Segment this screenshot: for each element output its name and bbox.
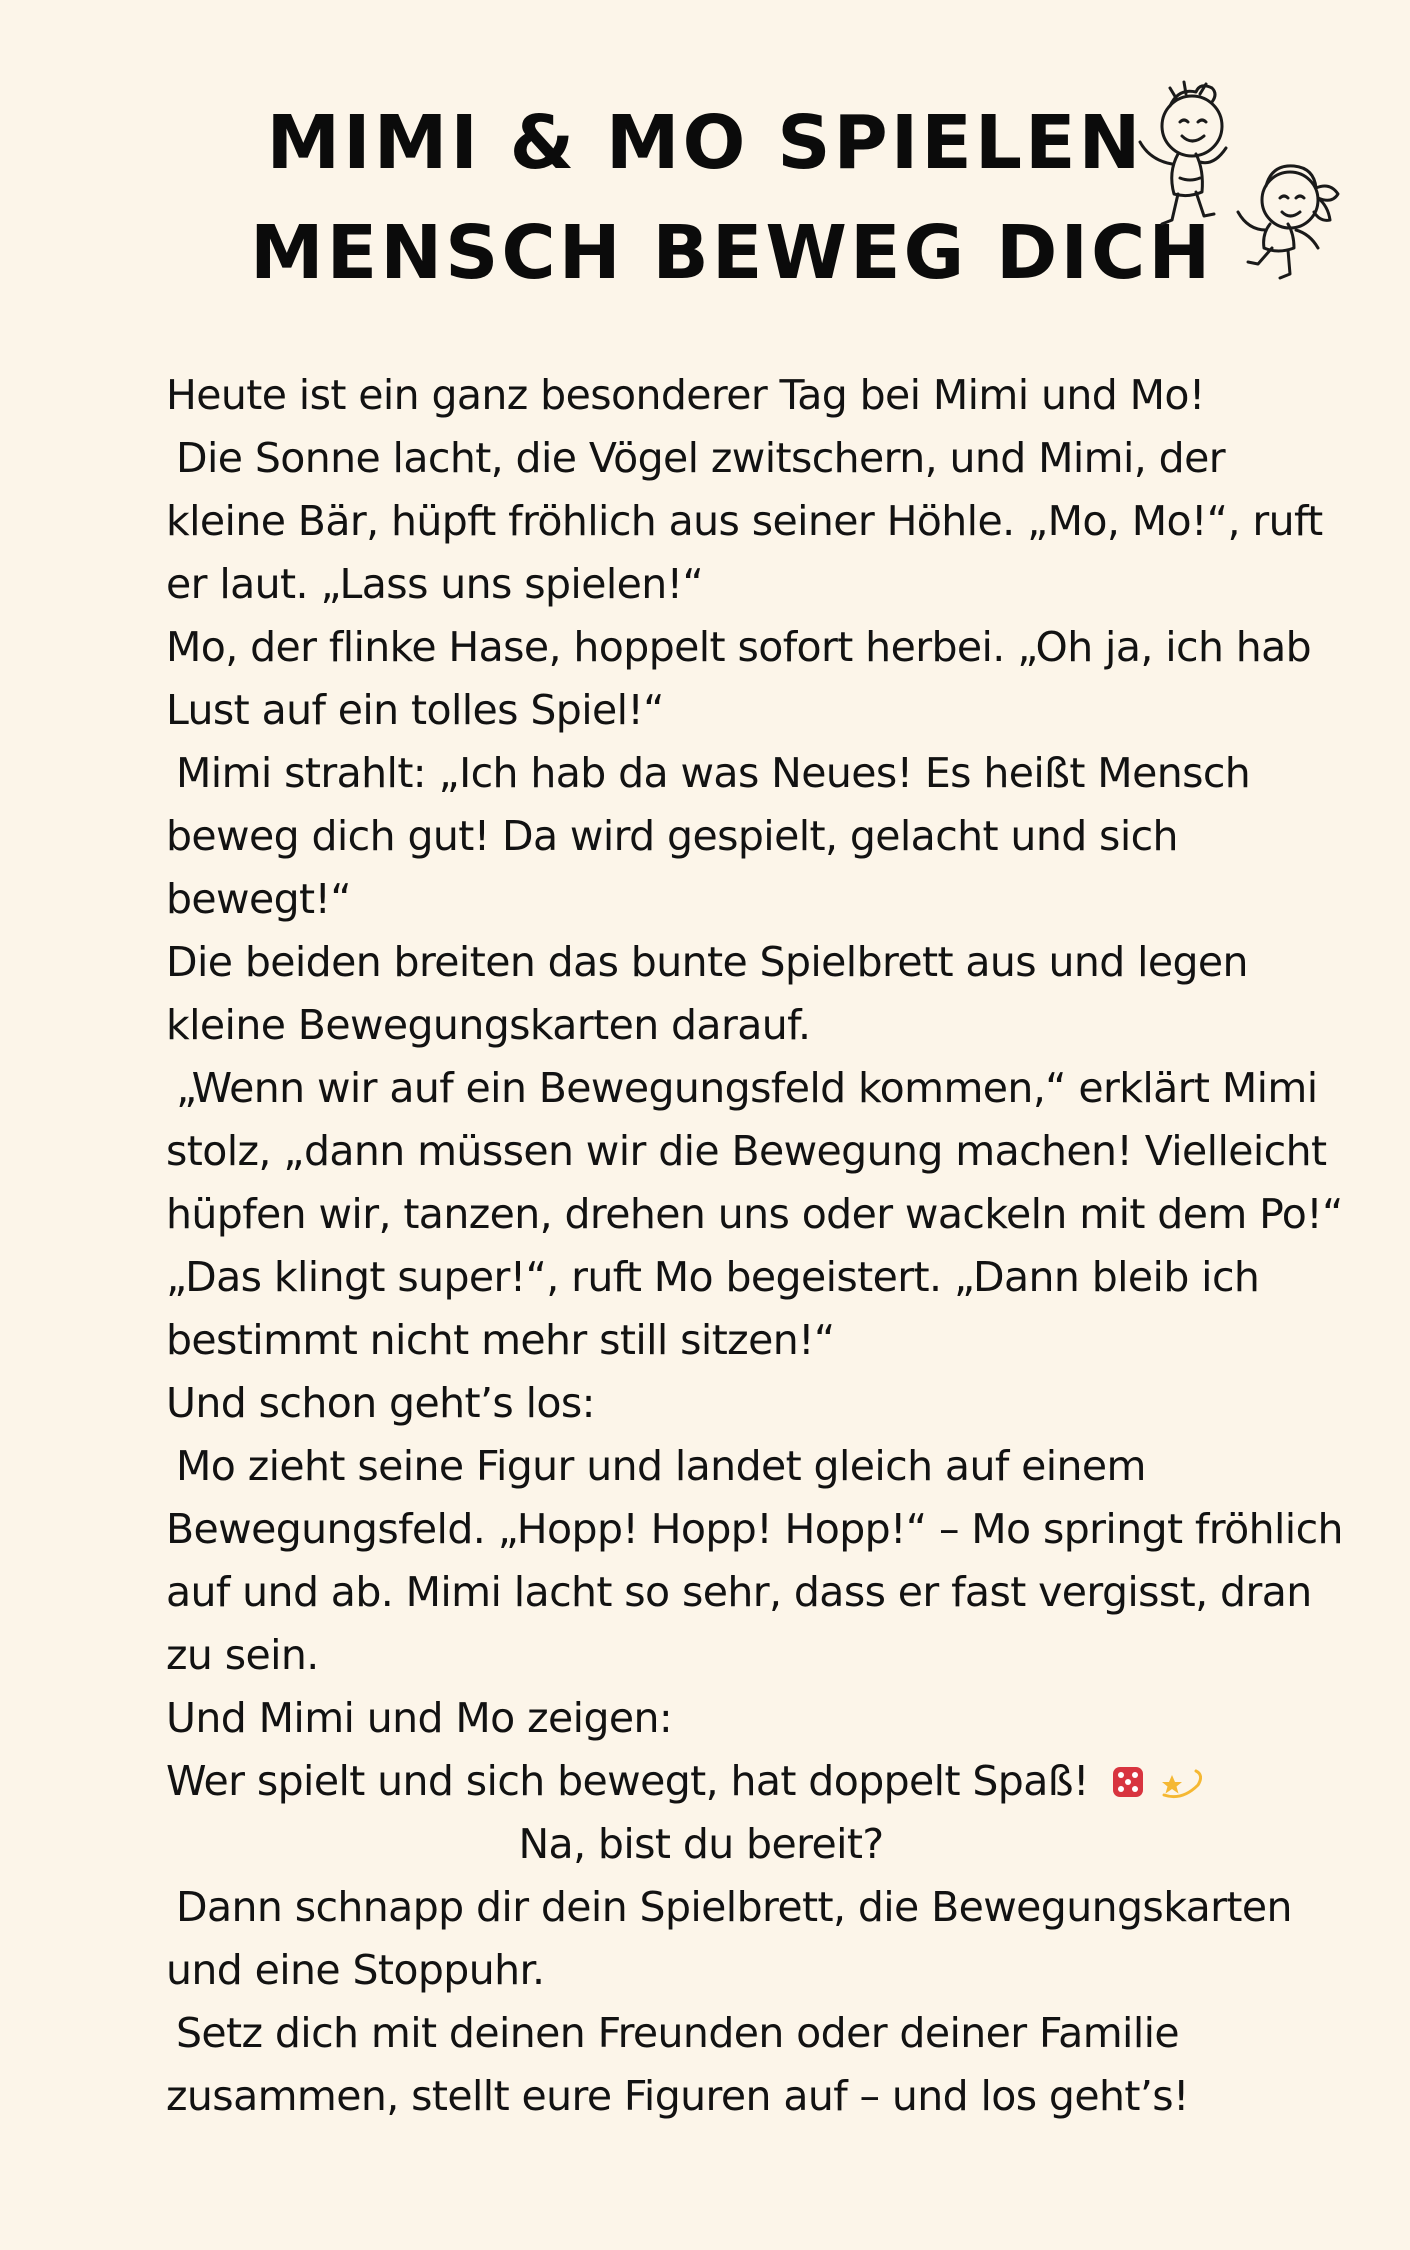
story-line: Und schon geht’s los:: [166, 1379, 595, 1427]
story-line: Dann schnapp dir dein Spielbrett, die Bewegungskarten: [176, 1883, 1292, 1931]
title-line-1: MIMI & MO SPIELEN: [266, 100, 1144, 186]
story-line: er laut. „Lass uns spielen!“: [166, 560, 704, 608]
story-line: „Das klingt super!“, ruft Mo begeistert. „Dann bleib ich: [166, 1253, 1260, 1301]
story-line: kleine Bär, hüpft fröhlich aus seiner Höhle. „Mo, Mo!“, ruft: [166, 497, 1323, 545]
story-line: „Wenn wir auf ein Bewegungsfeld kommen,“ erklärt Mimi: [176, 1064, 1318, 1112]
dice-icon: [1111, 1765, 1145, 1799]
story-line: bewegt!“: [166, 875, 351, 923]
dizzy-star-icon: [1158, 1765, 1202, 1799]
story-line: Und Mimi und Mo zeigen:: [166, 1694, 673, 1742]
story-line: bestimmt nicht mehr still sitzen!“: [166, 1316, 835, 1364]
story-line: kleine Bewegungskarten darauf.: [166, 1001, 811, 1049]
story-line: stolz, „dann müssen wir die Bewegung machen! Vielleicht: [166, 1127, 1327, 1175]
story-line: Lust auf ein tolles Spiel!“: [166, 686, 664, 734]
two-jumping-children-drawing-icon: [1120, 78, 1360, 298]
story-line: Die beiden breiten das bunte Spielbrett aus und legen: [166, 938, 1248, 986]
story-line: Mo zieht seine Figur und landet gleich auf einem: [176, 1442, 1146, 1490]
story-text: [166, 364, 1343, 2128]
story-line: auf und ab. Mimi lacht so sehr, dass er fast vergisst, dran: [166, 1568, 1312, 1616]
page-title: [250, 88, 1214, 308]
story-line: Mo, der flinke Hase, hoppelt sofort herbei. „Oh ja, ich hab: [166, 623, 1312, 671]
story-line-with-emoji: [166, 1750, 1326, 1813]
story-line: Setz dich mit deinen Freunden oder deiner Familie: [176, 2009, 1180, 2057]
story-line: und eine Stoppuhr.: [166, 1946, 545, 1994]
story-line: zusammen, stellt eure Figuren auf – und los geht’s!: [166, 2072, 1189, 2120]
story-line: beweg dich gut! Da wird gespielt, gelacht und sich: [166, 812, 1178, 860]
story-line: Heute ist ein ganz besonderer Tag bei Mimi und Mo!: [166, 371, 1205, 419]
story-line: Die Sonne lacht, die Vögel zwitschern, und Mimi, der: [176, 434, 1225, 482]
story-line: Mimi strahlt: „Ich hab da was Neues! Es heißt Mensch: [176, 749, 1251, 797]
story-line: hüpfen wir, tanzen, drehen uns oder wackeln mit dem Po!“: [166, 1190, 1343, 1238]
story-line: Wer spielt und sich bewegt, hat doppelt Spaß!: [166, 1757, 1089, 1805]
story-line: Na, bist du bereit?: [518, 1820, 884, 1868]
story-line: Bewegungsfeld. „Hopp! Hopp! Hopp!“ – Mo springt fröhlich: [166, 1505, 1343, 1553]
title-line-2: MENSCH BEWEG DICH: [250, 210, 1214, 296]
story-line: zu sein.: [166, 1631, 319, 1679]
